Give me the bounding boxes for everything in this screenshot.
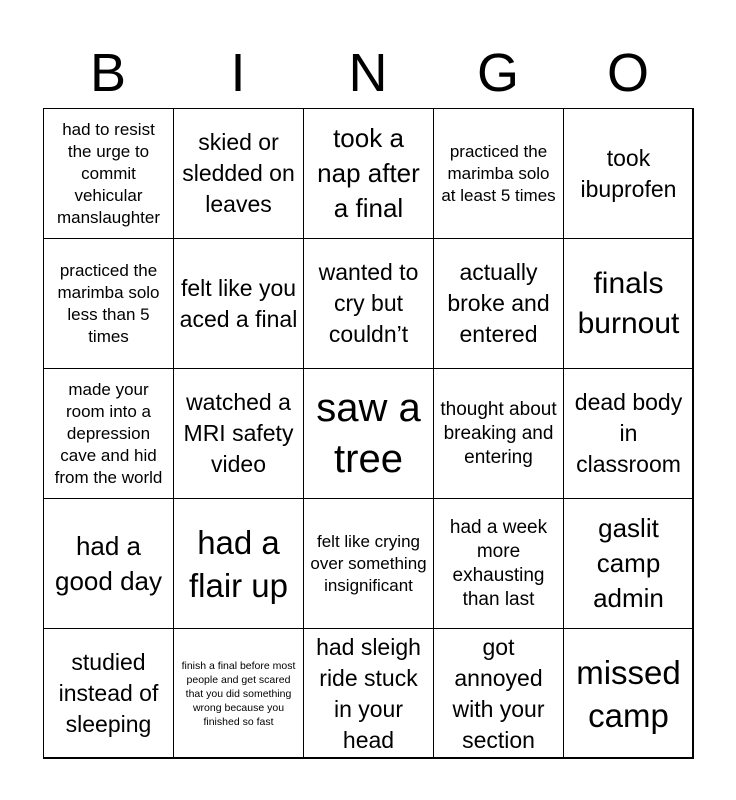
bingo-cell-text: took a nap after a final	[317, 123, 420, 223]
bingo-cell-text: watched a MRI safety video	[183, 389, 294, 477]
bingo-cell-r5c2[interactable]	[173, 628, 304, 759]
bingo-cell-r4c4[interactable]	[433, 498, 564, 629]
bingo-cell-text: had a good day	[55, 530, 162, 596]
bingo-cell-text: had to resist the urge to commit vehicular manslaughter	[56, 119, 160, 227]
bingo-cell-r2c5[interactable]	[563, 238, 694, 369]
bingo-cell-r3c1[interactable]	[43, 368, 174, 499]
bingo-cell-text: dead body in classroom	[574, 389, 683, 477]
bingo-cell-r2c3[interactable]	[303, 238, 434, 369]
bingo-cell-r5c3[interactable]	[303, 628, 434, 759]
header-letter-g: G	[476, 43, 519, 103]
bingo-cell-text: felt like you aced a final	[179, 274, 298, 332]
bingo-cell-text: gaslit camp admin	[593, 513, 664, 613]
bingo-cell-text: practiced the marimba solo at least 5 times	[441, 141, 556, 205]
bingo-header	[43, 38, 693, 108]
bingo-cell-r4c5[interactable]	[563, 498, 694, 629]
header-letter-b: B	[89, 43, 127, 103]
bingo-cell-text: had a week more exhausting than last	[449, 516, 548, 610]
bingo-cell-r3c4[interactable]	[433, 368, 564, 499]
bingo-cell-r1c1[interactable]	[43, 108, 174, 239]
bingo-cell-r3c3[interactable]	[303, 368, 434, 499]
bingo-cell-text: actually broke and entered	[447, 259, 550, 347]
bingo-cell-text: had sleigh ride stuck in your head	[316, 633, 421, 753]
bingo-cell-text: had a flair up	[188, 523, 289, 604]
bingo-cell-text: got annoyed with your section	[452, 633, 545, 753]
bingo-cell-text: finals burnout	[577, 266, 680, 340]
bingo-cell-text: thought about breaking and entering	[440, 398, 557, 468]
bingo-cell-text: missed camp	[576, 653, 681, 734]
bingo-cell-r1c3[interactable]	[303, 108, 434, 239]
bingo-cell-r4c2[interactable]	[173, 498, 304, 629]
bingo-cell-text: felt like crying over something insignificant	[310, 531, 427, 595]
bingo-cell-text: took ibuprofen	[580, 144, 677, 202]
bingo-cell-text: finish a final before most people and get scared that you did something wrong because you finished so fast	[181, 659, 296, 728]
bingo-cell-r2c1[interactable]	[43, 238, 174, 369]
bingo-cell-r5c4[interactable]	[433, 628, 564, 759]
bingo-cell-r5c5[interactable]	[563, 628, 694, 759]
bingo-cell-text: saw a tree	[316, 385, 421, 481]
bingo-cell-text: studied instead of sleeping	[58, 649, 159, 737]
header-letter-n: N	[348, 43, 388, 103]
bingo-cell-text: wanted to cry but couldn’t	[318, 259, 419, 347]
bingo-cell-r2c2[interactable]	[173, 238, 304, 369]
bingo-cell-r3c2[interactable]	[173, 368, 304, 499]
bingo-cell-r1c2[interactable]	[173, 108, 304, 239]
bingo-board	[43, 108, 693, 758]
bingo-cell-text: skied or sledded on leaves	[182, 129, 295, 217]
bingo-cell-r4c1[interactable]	[43, 498, 174, 629]
bingo-cell-text: practiced the marimba solo less than 5 times	[57, 260, 160, 346]
header-letter-o: O	[606, 43, 649, 103]
bingo-cell-r1c5[interactable]	[563, 108, 694, 239]
header-letter-i: I	[230, 43, 246, 103]
bingo-cell-r5c1[interactable]	[43, 628, 174, 759]
bingo-cell-text: made your room into a depression cave and hid from the world	[54, 379, 163, 487]
bingo-cell-r2c4[interactable]	[433, 238, 564, 369]
bingo-cell-r3c5[interactable]	[563, 368, 694, 499]
bingo-cell-r4c3[interactable]	[303, 498, 434, 629]
bingo-cell-r1c4[interactable]	[433, 108, 564, 239]
